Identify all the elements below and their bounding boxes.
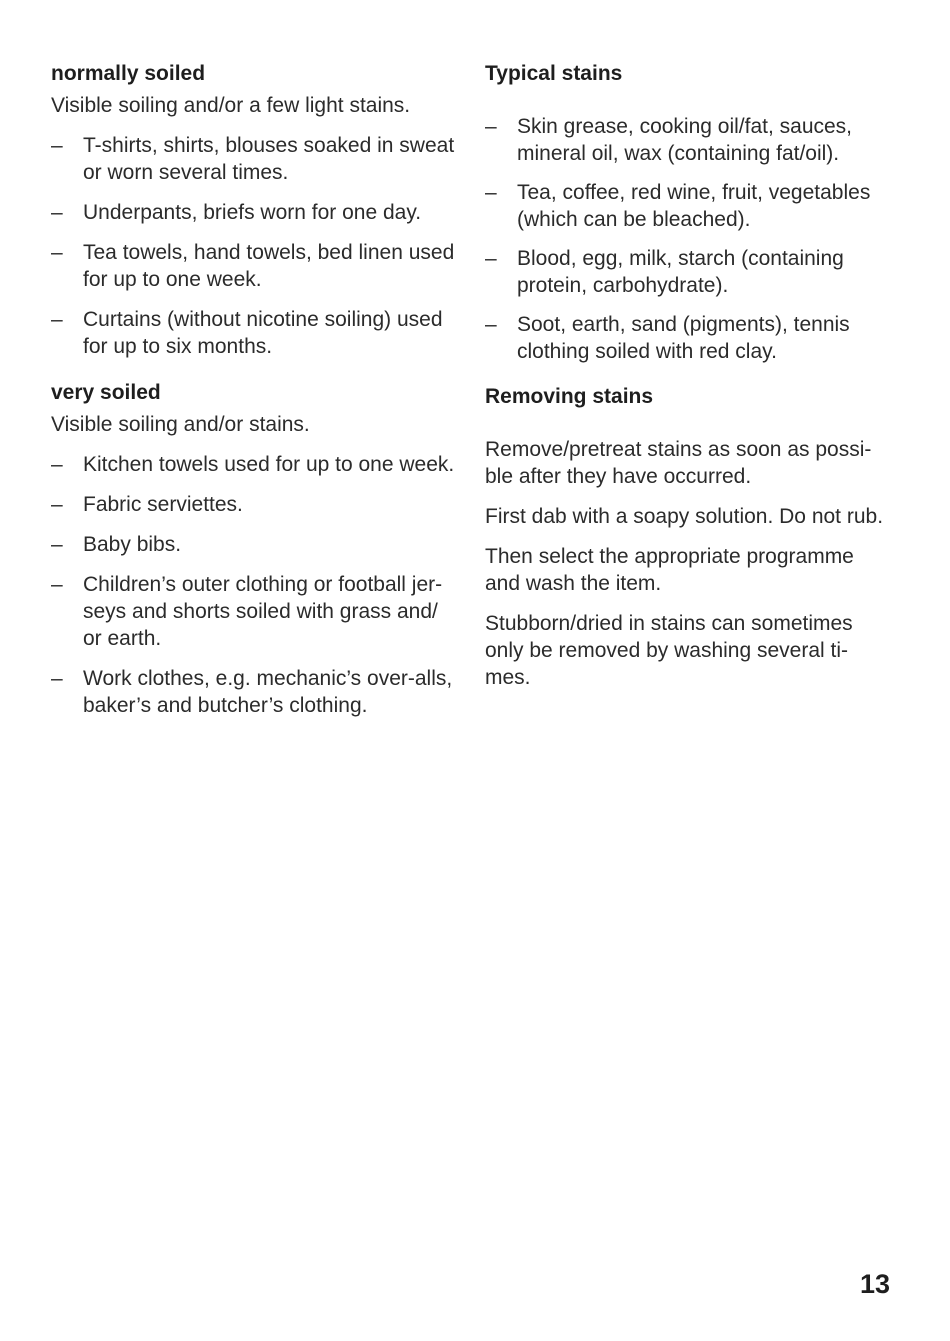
- list-item-text: Fabric serviettes.: [83, 493, 243, 516]
- list-item: [51, 531, 461, 558]
- list-item-text: Tea towels, hand towels, bed linen used for up to one week.: [83, 241, 455, 291]
- paragraph: Remove/pretreat stains as soon as possi-ble after they have occurred.: [485, 438, 872, 488]
- list-item: [51, 306, 461, 360]
- list-item-text: Soot, earth, sand (pigments), tennis clothing soiled with red clay.: [517, 313, 850, 363]
- list-item-text: Children’s outer clothing or football jer-seys and shorts soiled with grass and/ or earth.: [83, 573, 443, 650]
- section-heading-normally-soiled: normally soiled: [51, 62, 206, 85]
- list-item: [485, 113, 890, 167]
- dash-marker: –: [485, 313, 497, 336]
- paragraph: Stubborn/dried in stains can sometimes only be removed by washing several ti-mes.: [485, 612, 853, 689]
- list-item: [51, 491, 461, 518]
- paragraph: Then select the appropriate programme and wash the item.: [485, 545, 854, 595]
- section-intro-very-soiled: Visible soiling and/or stains.: [51, 413, 310, 436]
- list-item: [485, 179, 890, 233]
- list-item-text: Curtains (without nicotine soiling) used for up to six months.: [83, 308, 443, 358]
- paragraph: First dab with a soapy solution. Do not rub.: [485, 505, 884, 528]
- typical-stains-list: [485, 113, 890, 365]
- dash-marker: –: [51, 667, 63, 690]
- list-item: [485, 311, 890, 365]
- section-intro-normally-soiled: Visible soiling and/or a few light stains.: [51, 94, 411, 117]
- list-item-text: Underpants, briefs worn for one day.: [83, 201, 422, 224]
- list-item: [51, 451, 461, 478]
- list-item-text: Work clothes, e.g. mechanic’s over-alls, baker’s and butcher’s clothing.: [83, 667, 453, 717]
- very-soiled-list: [51, 451, 461, 719]
- list-item-text: Skin grease, cooking oil/fat, sauces, mineral oil, wax (containing fat/oil).: [517, 115, 853, 165]
- dash-marker: –: [51, 493, 63, 516]
- left-column: [51, 60, 461, 732]
- section-heading-very-soiled: very soiled: [51, 381, 161, 404]
- dash-marker: –: [51, 308, 63, 331]
- list-item: [51, 665, 461, 719]
- list-item-text: T-shirts, shirts, blouses soaked in sweat or worn several times.: [83, 134, 455, 184]
- dash-marker: –: [51, 573, 63, 596]
- normally-soiled-list: [51, 132, 461, 360]
- dash-marker: –: [485, 115, 497, 138]
- dash-marker: –: [485, 247, 497, 270]
- right-column: [485, 60, 890, 704]
- list-item-text: Tea, coffee, red wine, fruit, vegetables (which can be bleached).: [517, 181, 871, 231]
- list-item: [51, 571, 461, 652]
- dash-marker: –: [51, 241, 63, 264]
- list-item: [485, 245, 890, 299]
- page-number: 13: [859, 1269, 890, 1299]
- dash-marker: –: [485, 181, 497, 204]
- dash-marker: –: [51, 533, 63, 556]
- list-item: [51, 132, 461, 186]
- section-heading-removing-stains: Removing stains: [485, 385, 654, 408]
- list-item-text: Baby bibs.: [83, 533, 182, 556]
- list-item-text: Kitchen towels used for up to one week.: [83, 453, 455, 476]
- list-item: [51, 239, 461, 293]
- list-item-text: Blood, egg, milk, starch (containing protein, carbohydrate).: [517, 247, 844, 297]
- section-heading-typical-stains: Typical stains: [485, 62, 623, 85]
- dash-marker: –: [51, 134, 63, 157]
- dash-marker: –: [51, 201, 63, 224]
- dash-marker: –: [51, 453, 63, 476]
- list-item: [51, 199, 461, 226]
